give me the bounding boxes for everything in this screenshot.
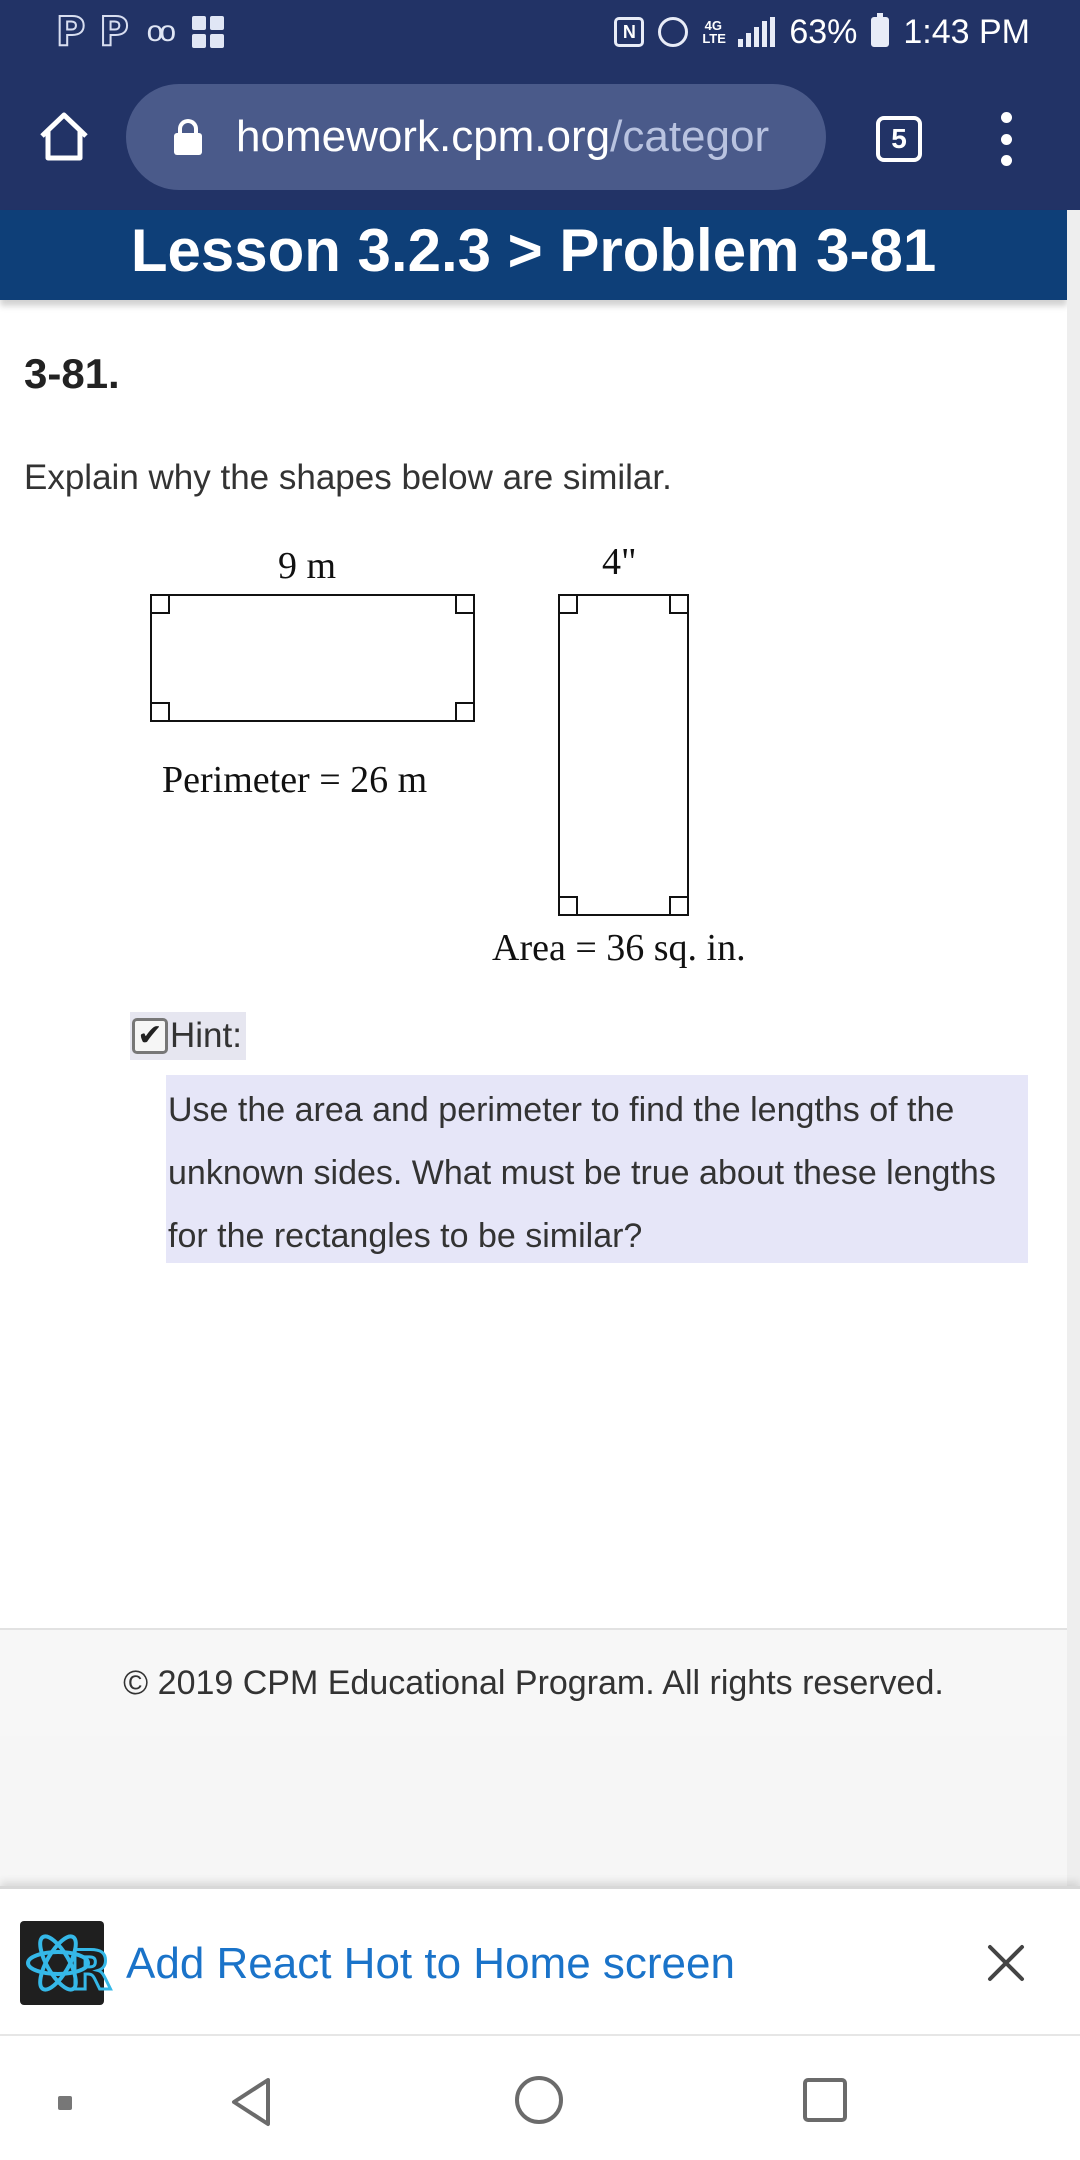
right-angle-marker [455,702,475,722]
nav-indicator-icon [58,2096,72,2110]
right-angle-marker [558,896,578,916]
browser-toolbar [0,64,1080,210]
close-banner-button[interactable] [984,1941,1028,1985]
left-rect-perimeter-label: Perimeter = 26 m [162,759,428,801]
right-angle-marker [558,594,578,614]
page-edge [1067,210,1080,1890]
status-bar [0,0,1080,64]
recents-button[interactable] [803,2078,847,2122]
battery-percent: 63% [789,12,858,51]
close-icon [984,1941,1028,1985]
address-bar[interactable] [126,84,826,190]
lock-icon [174,119,202,155]
voicemail-icon: oo [146,15,173,48]
nfc-icon: N [614,17,644,47]
problem-number: 3-81. [24,350,120,397]
right-angle-marker [669,594,689,614]
right-angle-marker [150,702,170,722]
dot-icon [1001,155,1012,166]
clock: 1:43 PM [903,12,1030,51]
home-nav-button[interactable] [515,2076,563,2124]
url-path: /categor [610,112,770,161]
right-rect-width-label: 4" [602,541,637,583]
svg-text:R: R [70,1939,112,2002]
battery-icon [871,17,889,47]
tab-switcher-button[interactable]: 5 [876,116,922,162]
right-angle-marker [669,896,689,916]
status-right-icons [614,13,1030,52]
react-hot-app-icon [20,1921,112,2005]
add-to-home-banner[interactable] [0,1886,1080,2034]
lesson-header: Lesson 3.2.3 > Problem 3-81 [0,210,1067,300]
problem-prompt: Explain why the shapes below are similar. [24,458,672,497]
right-rectangle [558,594,689,916]
navigation-bar [0,2034,1080,2160]
left-rectangle [150,594,475,722]
back-icon [228,2076,274,2128]
right-rect-area-label: Area = 36 sq. in. [492,927,746,969]
hint-checkbox[interactable]: ✔ [132,1018,168,1054]
right-angle-marker [455,594,475,614]
apps-icon [192,16,224,48]
status-left-icons [56,9,224,55]
home-icon [36,108,92,164]
right-angle-marker [150,594,170,614]
pandora-icon: P [56,9,86,55]
url-text [236,112,769,162]
signal-icon [738,17,775,47]
pandora-icon: P [99,9,129,55]
dot-icon [1001,134,1012,145]
url-host: homework.cpm.org [236,112,611,161]
page-bottom-space [0,1736,1067,1886]
add-to-home-text[interactable]: Add React Hot to Home screen [126,1939,735,1988]
hint-content: Use the area and perimeter to find the lengths of the unknown sides. What must be true about these lengths for the rectangles to be similar? [166,1075,1028,1263]
back-button[interactable] [228,2076,274,2133]
overflow-menu-button[interactable] [994,112,1018,166]
alarm-icon [658,17,688,47]
left-rect-width-label: 9 m [278,545,337,587]
footer: © 2019 CPM Educational Program. All rights reserved. [0,1628,1067,1736]
dot-icon [1001,112,1012,123]
lte-icon: 4G LTE [702,18,726,46]
hint-toggle[interactable] [130,1012,246,1060]
hint-label: Hint: [170,1016,242,1055]
home-button[interactable] [36,108,92,164]
